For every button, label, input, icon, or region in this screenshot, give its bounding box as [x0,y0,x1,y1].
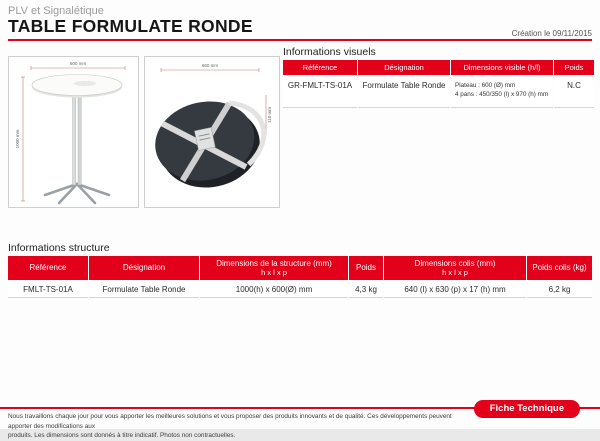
table-drawing [9,57,138,207]
visuals-cell-weight: N.C [554,76,594,108]
header-divider [8,39,592,41]
visuals-table [283,60,594,108]
visuals-header-weight: Poids [554,60,594,75]
drawing-height-dimension: 1000 mm [15,129,20,149]
structure-cell-weight: 4,3 kg [349,281,383,298]
visuals-cell-reference: GR-FMLT-TS-01A [283,76,357,108]
visuals-header-reference: Référence [283,60,357,75]
drawing-width-dimension: 600 mm [69,61,87,66]
visuals-header-designation: Désignation [358,60,450,75]
structure-header-weight: Poids [349,256,383,280]
structure-header-dimensions-colis: Dimensions colis (mm) h x l x p [384,256,526,280]
structure-header-dimensions-structure: Dimensions de la structure (mm) h x l x p [200,256,348,280]
table-base [45,184,109,203]
visuals-header-dimensions: Dimensions visible (h/l) [451,60,553,75]
bag-height-dimension: 110 mm [267,107,272,123]
bag-drawing [145,57,279,207]
category-label: PLV et Signalétique [8,5,104,17]
footer-disclaimer [8,412,468,441]
visuals-section-title: Informations visuels [283,46,376,58]
structure-cell-dimensions-structure: 1000(h) x 600(Ø) mm [200,281,348,298]
structure-cell-weight-colis: 6,2 kg [527,281,592,298]
structure-table [8,256,592,298]
disclaimer-line-2: produits. Les dimensions sont donnés à titre indicatif. Photos non contractuelles. [8,432,236,440]
page-title: TABLE FORMULATE RONDE [8,16,253,36]
visuals-dimension-line-1: Plateau : 600 (Ø) mm [455,82,516,89]
visuals-dimension-line-2: 4 pans : 450/350 (l) x 970 (h) mm [455,91,549,99]
bag-drawing-box [144,56,280,208]
structure-header-reference: Référence [8,256,88,280]
structure-section-title: Informations structure [8,242,110,254]
structure-header-designation: Désignation [89,256,199,280]
creation-date: Création le 09/11/2015 [511,29,592,38]
bag-width-dimension: 660 mm [201,63,219,68]
structure-header-weight-colis: Poids colis (kg) [527,256,592,280]
fiche-technique-badge: Fiche Technique [474,400,580,418]
structure-cell-reference: FMLT-TS-01A [8,281,88,298]
product-drawing-box [8,56,139,208]
structure-cell-designation: Formulate Table Ronde [89,281,199,298]
disclaimer-line-1: Nous travaillons chaque jour pour vous apporter les meilleures solutions et vous proposer des produits innovants et de qualité. Ces développements peuvent apporter des modifications aux [8,413,452,430]
visuals-cell-dimensions [451,76,553,108]
structure-cell-dimensions-colis: 640 (l) x 630 (p) x 17 (h) mm [384,281,526,298]
visuals-cell-designation: Formulate Table Ronde [358,76,450,108]
